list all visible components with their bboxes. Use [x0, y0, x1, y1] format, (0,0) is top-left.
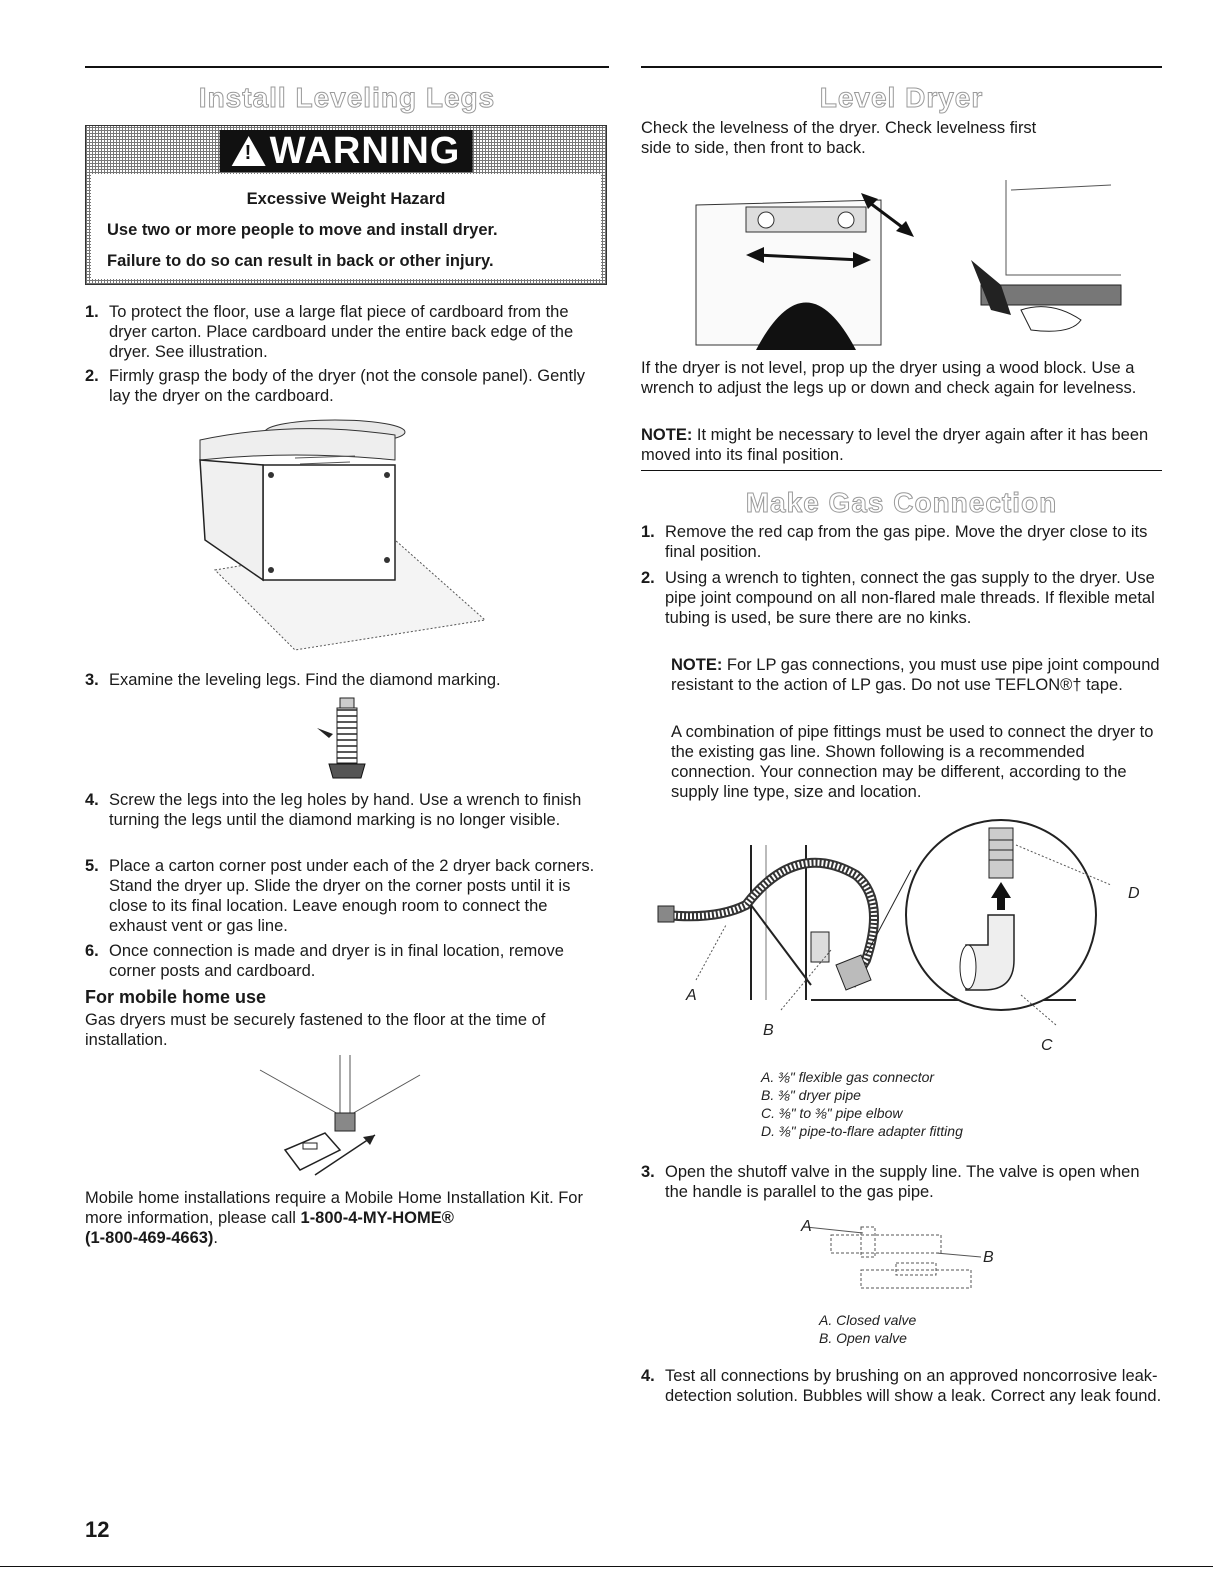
gas-step-4: 4. Test all connections by brushing on an approved noncorrosive leak-detection solution. Bubbles will show a leak. Correct any leak found.	[641, 1367, 1162, 1405]
lp-note: NOTE: For LP gas connections, you must use pipe joint compound resistant to the action of LP gas. Do not use TEFLON®† tape.	[671, 656, 1160, 694]
bottom-rule	[0, 1566, 1213, 1567]
phone-number-1: 1-800-4-MY-HOME®	[300, 1209, 454, 1227]
top-rule-right	[641, 66, 1162, 68]
gas-diagram-captions: A. ⅜" flexible gas connector B. ⅜" dryer pipe C. ⅜" to ⅜" pipe elbow D. ⅜" pipe-to-flare adapter fitting	[761, 1069, 963, 1139]
gas-connection-diagram	[656, 810, 1156, 1054]
mobile-home-text: Gas dryers must be securely fastened to the floor at the time of installation.	[85, 1011, 546, 1049]
warning-triangle-icon	[232, 136, 266, 166]
step-4: 4. Screw the legs into the leg holes by hand. Use a wrench to finish turning the legs until the diamond marking is no longer visible.	[85, 791, 582, 829]
level-dryer-side-illustration	[971, 180, 1121, 350]
warning-content	[91, 174, 601, 279]
level-text: If the dryer is not level, prop up the dryer using a wood block. Use a wrench to adjust the legs up or down and check again for levelness.	[641, 359, 1137, 397]
gas-step-2: 2. Using a wrench to tighten, connect the gas supply to the dryer. Use pipe joint compound on all non-flared male threads. If flexible metal tubing is used, be sure there are no kinks.	[641, 569, 1155, 627]
kit-text: Mobile home installations require a Mobile Home Installation Kit. For more information, please call 1-800-4-MY-HOME® (1-800-469-4663).	[85, 1189, 583, 1247]
phone-number-2: (1-800-469-4663)	[85, 1229, 214, 1247]
left-column	[85, 0, 609, 1575]
level-intro: Check the levelness of the dryer. Check levelness first side to side, then front to back.	[641, 119, 1037, 157]
warning-header	[220, 130, 473, 172]
leveling-leg-illustration	[315, 698, 375, 783]
valve-label-b: B	[983, 1249, 994, 1266]
step-2: 2. Firmly grasp the body of the dryer (not the console panel). Gently lay the dryer on the cardboard.	[85, 367, 585, 405]
valve-captions: A. Closed valve B. Open valve	[819, 1312, 917, 1346]
mobile-home-bracket-illustration	[255, 1055, 455, 1185]
diagram-label-d: D	[1128, 885, 1140, 902]
section-title-install-legs: Install Leveling Legs	[198, 82, 496, 113]
top-rule-left	[85, 66, 609, 68]
warning-hazard: Excessive Weight Hazard	[246, 190, 446, 208]
step-5: 5. Place a carton corner post under each of the 2 dryer back corners. Stand the dryer up. Slide the dryer on the corner posts until it is close to its final location. Leave enough room to connect the exhaust vent or gas line.	[85, 857, 595, 935]
diagram-label-c: C	[1041, 1037, 1053, 1054]
page-number: 12	[85, 1517, 110, 1542]
section-title-level-dryer: Level Dryer	[819, 82, 984, 113]
warning-box	[85, 125, 607, 285]
valve-illustration	[801, 1215, 1001, 1305]
step-3: 3. Examine the leveling legs. Find the diamond marking.	[85, 671, 501, 689]
level-note: NOTE: It might be necessary to level the dryer again after it has been moved into its final position.	[641, 426, 1149, 464]
warning-line-2: Failure to do so can result in back or other injury.	[107, 252, 494, 270]
step-1: 1. To protect the floor, use a large flat piece of cardboard from the dryer carton. Place cardboard under the entire back edge of the dryer. See illustration.	[85, 303, 574, 361]
section-title-gas-connection: Make Gas Connection	[745, 487, 1058, 518]
diagram-label-a: A	[686, 987, 697, 1004]
valve-label-a: A	[801, 1218, 812, 1235]
warning-label: WARNING	[269, 129, 461, 172]
dryer-on-cardboard-illustration	[195, 420, 495, 655]
level-dryer-front-illustration	[696, 185, 926, 350]
gas-step-3: 3. Open the shutoff valve in the supply line. The valve is open when the handle is parallel to the gas pipe.	[641, 1163, 1140, 1201]
right-column	[641, 0, 1162, 1575]
section-rule-gas	[641, 470, 1162, 471]
combo-text: A combination of pipe fittings must be used to connect the dryer to the existing gas line. Shown following is a recommended connection. Your connection may be different, according to the supply line type, size and location.	[671, 723, 1154, 801]
step-6: 6. Once connection is made and dryer is in final location, remove corner posts and cardboard.	[85, 942, 564, 980]
diagram-label-b: B	[763, 1022, 774, 1039]
gas-step-1: 1. Remove the red cap from the gas pipe. Move the dryer close to its final position.	[641, 523, 1148, 561]
mobile-home-heading: For mobile home use	[85, 987, 267, 1007]
warning-line-1: Use two or more people to move and install dryer.	[107, 221, 498, 239]
